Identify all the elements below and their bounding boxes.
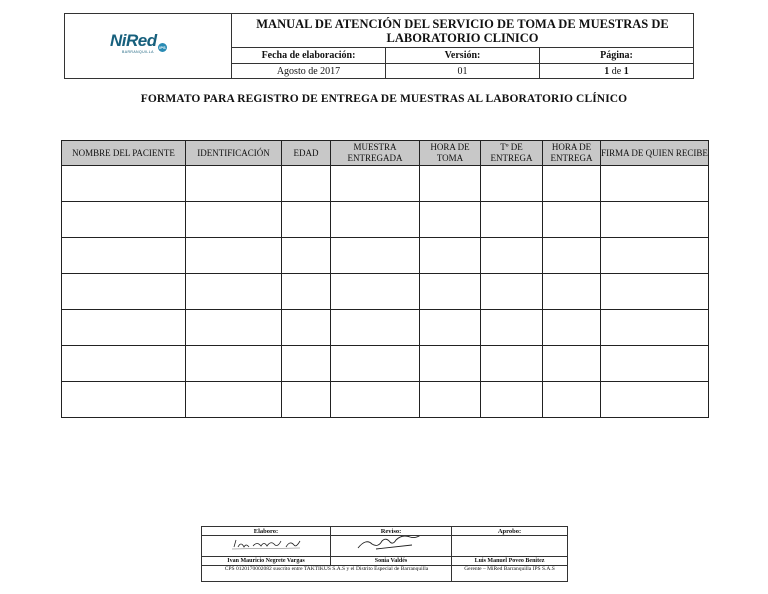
table-cell — [601, 166, 709, 202]
table-cell — [282, 166, 331, 202]
table-cell — [331, 238, 420, 274]
col-delivery-time: HORA DE ENTREGA — [543, 141, 601, 166]
table-cell — [601, 238, 709, 274]
logo-cell — [65, 14, 232, 79]
mired-logo — [108, 32, 188, 56]
table-cell — [481, 274, 543, 310]
col-age: EDAD — [282, 141, 331, 166]
approval-signatures — [201, 526, 568, 582]
table-cell — [601, 382, 709, 418]
table-cell — [481, 238, 543, 274]
table-cell — [62, 238, 186, 274]
version-label: Versión: — [386, 48, 540, 64]
col-identification: IDENTIFICACIÓN — [186, 141, 282, 166]
table-cell — [186, 166, 282, 202]
table-cell — [543, 310, 601, 346]
table-row — [62, 310, 709, 346]
table-cell — [601, 202, 709, 238]
col-delivery-temp: Tº DE ENTREGA — [481, 141, 543, 166]
table-cell — [481, 346, 543, 382]
table-cell — [62, 274, 186, 310]
table-cell — [481, 310, 543, 346]
table-cell — [420, 346, 481, 382]
handwritten-signature-icon — [226, 537, 306, 551]
table-row — [62, 202, 709, 238]
table-row — [62, 382, 709, 418]
table-cell — [282, 310, 331, 346]
table-cell — [62, 310, 186, 346]
sample-register-table — [61, 140, 709, 418]
approver-title: Gerente – MiRed Barranquilla IPS S.A.S — [452, 566, 568, 582]
table-cell — [331, 310, 420, 346]
prepared-by-name: Ivan Mauricio Negrete Vargas — [202, 557, 331, 566]
table-cell — [601, 274, 709, 310]
prepared-signature — [202, 536, 331, 557]
table-cell — [481, 202, 543, 238]
table-row — [62, 274, 709, 310]
col-collection-time: HORA DE TOMA — [420, 141, 481, 166]
reviewed-by-label: Reviso: — [331, 527, 452, 536]
table-cell — [62, 382, 186, 418]
logo-subtext: BARRANQUILLA — [122, 49, 154, 54]
table-cell — [481, 382, 543, 418]
table-cell — [282, 238, 331, 274]
table-cell — [420, 166, 481, 202]
reviewed-signature — [331, 536, 452, 557]
approved-by-name: Luis Manuel Poveo Benitez — [452, 557, 568, 566]
table-cell — [543, 166, 601, 202]
table-cell — [601, 310, 709, 346]
table-cell — [186, 202, 282, 238]
table-cell — [186, 346, 282, 382]
page-value: 1 de 1 — [540, 64, 694, 79]
table-cell — [282, 202, 331, 238]
col-patient-name: NOMBRE DEL PACIENTE — [62, 141, 186, 166]
handwritten-signature-icon — [346, 536, 436, 551]
table-cell — [331, 274, 420, 310]
table-cell — [420, 238, 481, 274]
logo-badge: IPS — [159, 44, 166, 50]
table-cell — [331, 382, 420, 418]
col-receiver-signature: FIRMA DE QUIEN RECIBE — [601, 141, 709, 166]
table-cell — [420, 310, 481, 346]
reviewed-by-name: Sonia Valdés — [331, 557, 452, 566]
table-cell — [331, 202, 420, 238]
col-sample: MUESTRA ENTREGADA — [331, 141, 420, 166]
approved-by-label: Aprobo: — [452, 527, 568, 536]
table-row — [62, 166, 709, 202]
table-cell — [62, 202, 186, 238]
table-cell — [543, 238, 601, 274]
date-value: Agosto de 2017 — [232, 64, 386, 79]
table-cell — [543, 202, 601, 238]
manual-title: MANUAL DE ATENCIÓN DEL SERVICIO DE TOMA DE MUESTRAS DE LABORATORIO CLINICO — [232, 14, 694, 48]
document-header — [64, 13, 694, 79]
table-cell — [420, 382, 481, 418]
table-cell — [543, 346, 601, 382]
table-cell — [62, 346, 186, 382]
contract-note: CPS 0120170002082 suscrito entre TAKTIKUS S.A.S y el Distrito Especial de Barranquilla — [202, 566, 452, 582]
table-cell — [62, 166, 186, 202]
approved-signature — [452, 536, 568, 557]
table-cell — [420, 202, 481, 238]
table-cell — [186, 274, 282, 310]
table-cell — [420, 274, 481, 310]
table-row — [62, 238, 709, 274]
table-row — [62, 346, 709, 382]
form-title: FORMATO PARA REGISTRO DE ENTREGA DE MUESTRAS AL LABORATORIO CLÍNICO — [140, 93, 628, 105]
table-cell — [543, 382, 601, 418]
table-cell — [282, 274, 331, 310]
table-cell — [331, 166, 420, 202]
table-cell — [282, 382, 331, 418]
prepared-by-label: Elaboro: — [202, 527, 331, 536]
table-cell — [601, 346, 709, 382]
table-cell — [186, 310, 282, 346]
table-cell — [543, 274, 601, 310]
table-cell — [331, 346, 420, 382]
date-label: Fecha de elaboración: — [232, 48, 386, 64]
page-label: Página: — [540, 48, 694, 64]
table-cell — [282, 346, 331, 382]
table-cell — [481, 166, 543, 202]
table-header-row — [62, 141, 709, 166]
table-cell — [186, 238, 282, 274]
version-value: 01 — [386, 64, 540, 79]
logo-wordmark: NiRed — [110, 30, 157, 50]
table-cell — [186, 382, 282, 418]
